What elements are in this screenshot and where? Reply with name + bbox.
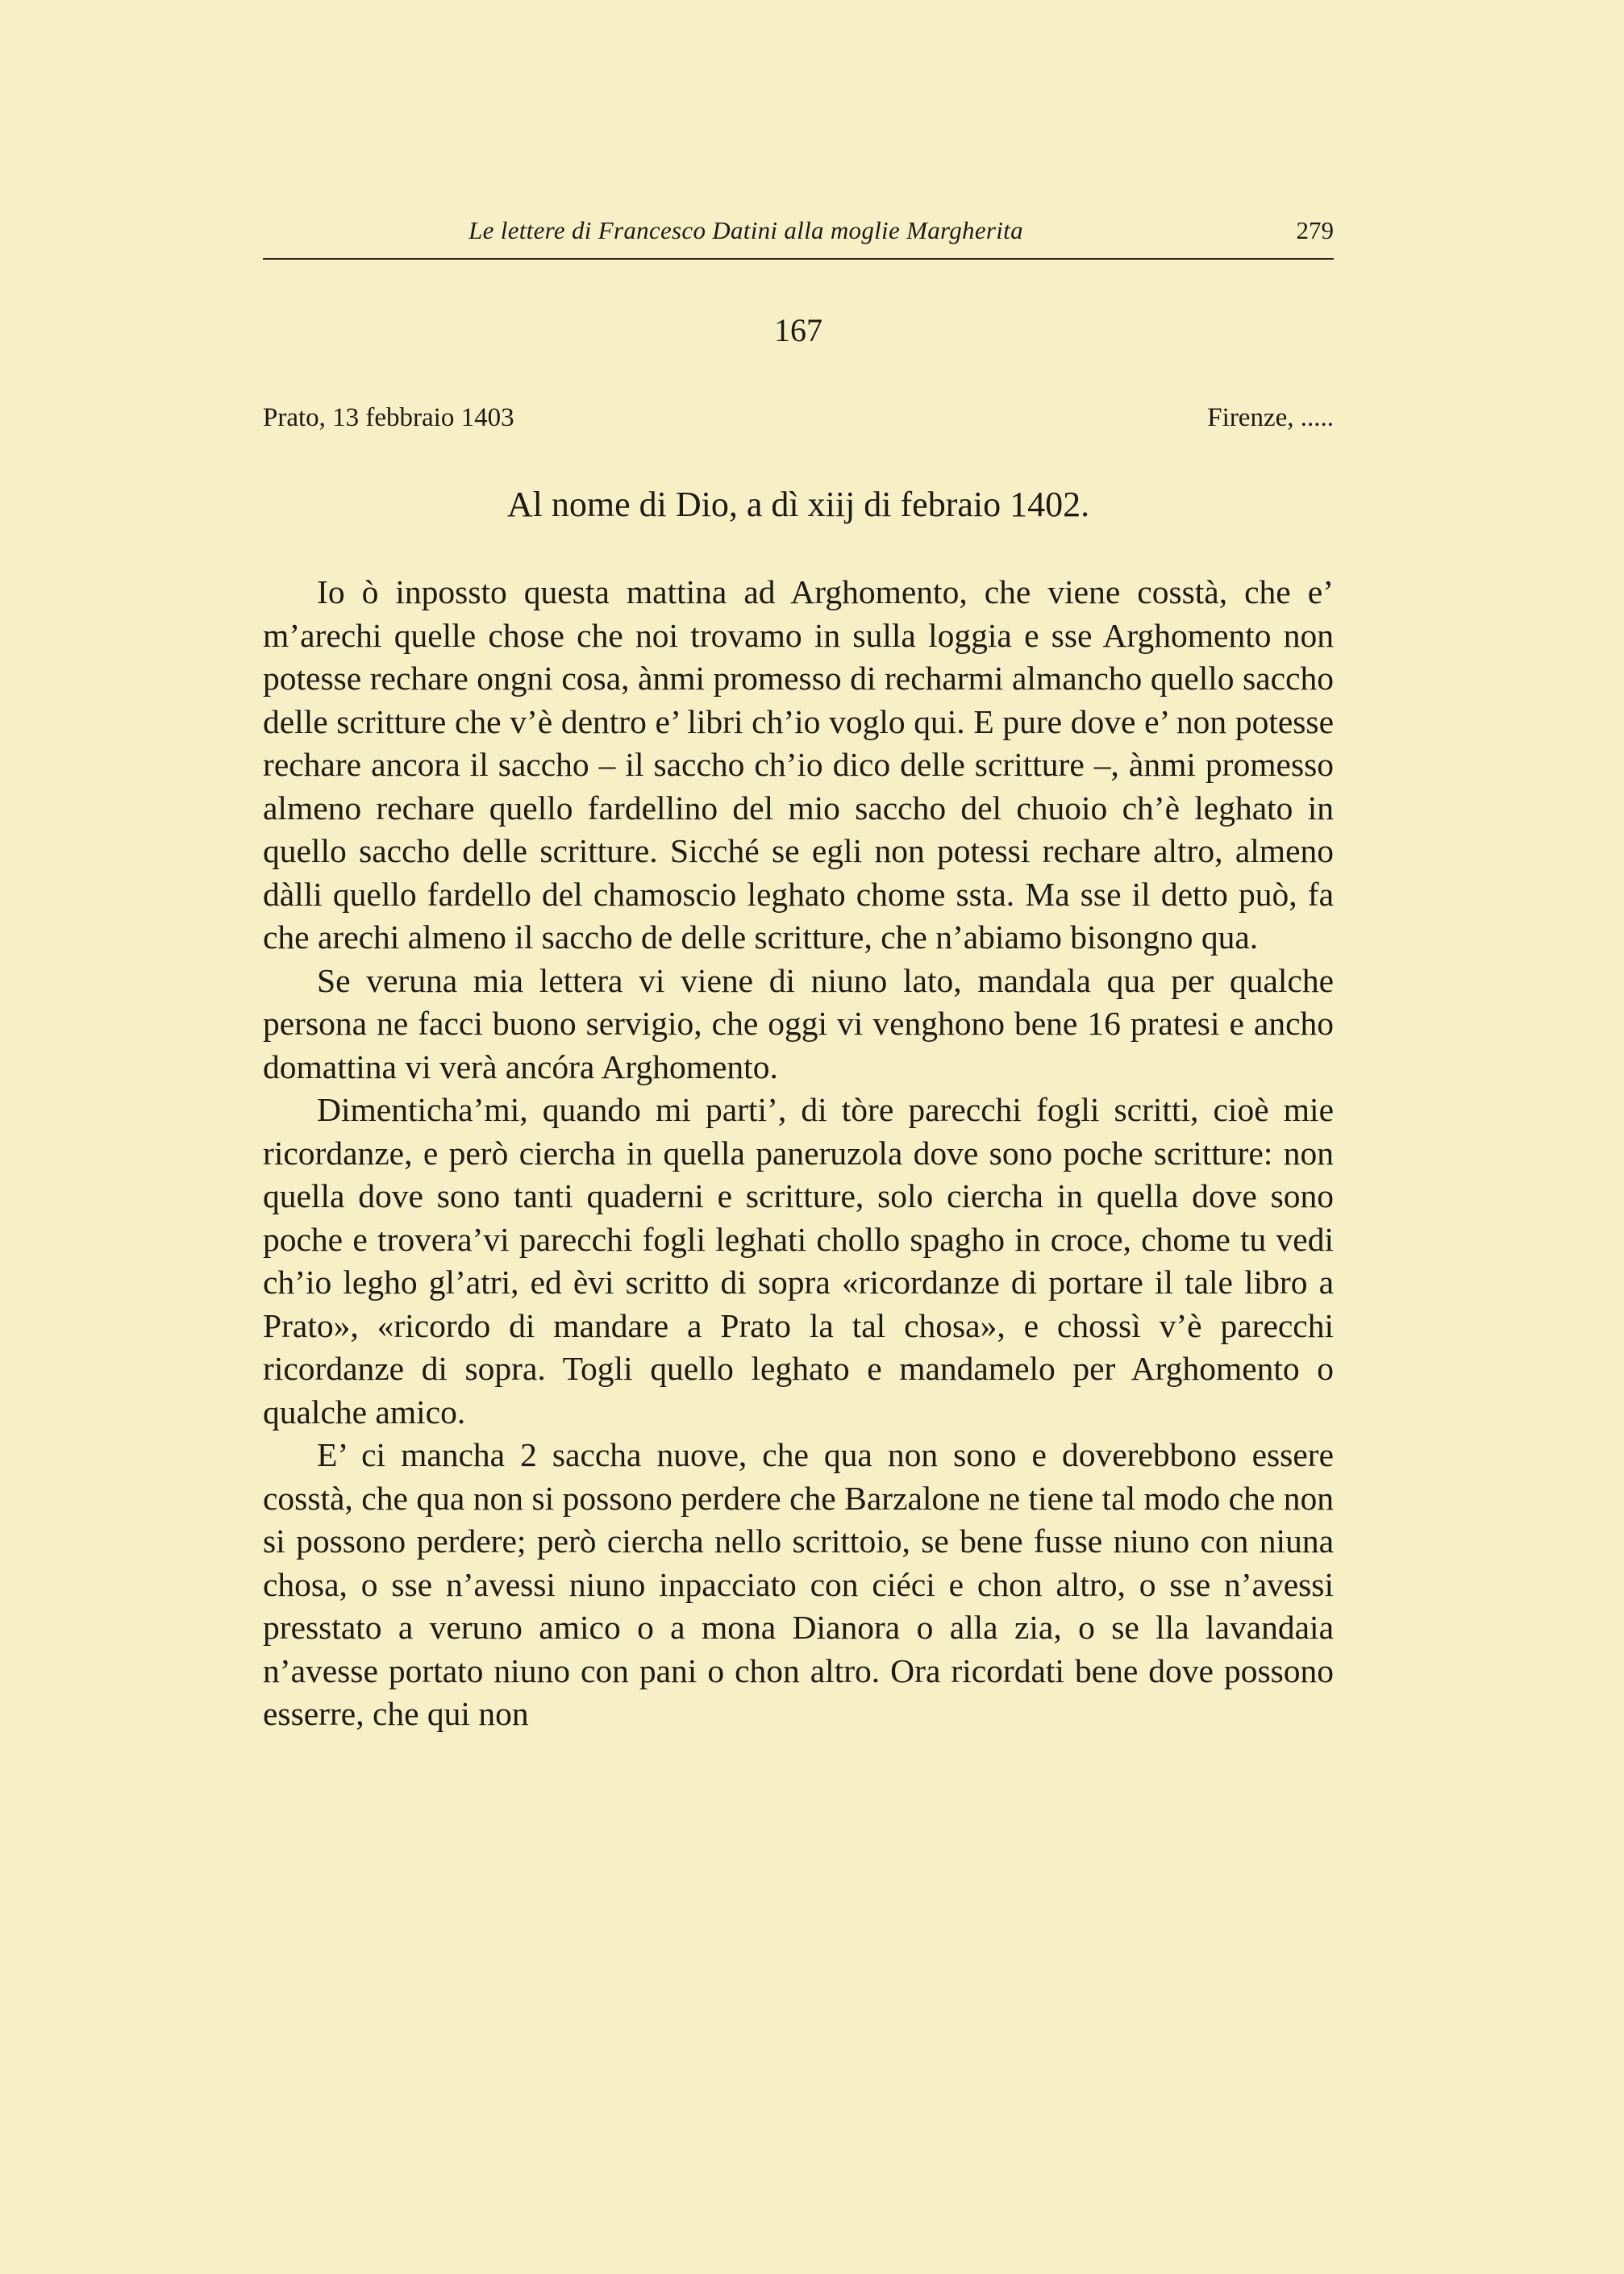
letter-paragraph: E’ ci mancha 2 saccha nuove, che qua non sono e doverebbono essere cosstà, che qua non si possono perdere che Barzalone ne tiene tal modo che non si possono perdere; però ciercha nello scrittoio, se bene fusse niuno con niuna chosa, o sse n’avessi niuno inpacciato con ciéci e chon altro, o sse n’avessi presstato a veruno amico o a mona Dianora o alla zia, o se lla lavandaia n’avesse portato niuno con pani o chon altro. Ora ricordati bene dove possono esserre, che qui non: [263, 1436, 1334, 1732]
letter-place-date: Prato, 13 febbraio 1403: [263, 403, 514, 432]
letter-destination: Firenze, .....: [1207, 403, 1334, 432]
letter-invocation: Al nome di Dio, a dì xiij di febraio 1402.: [506, 485, 1090, 524]
running-header: [263, 213, 1334, 260]
letter-paragraph: Se veruna mia lettera vi viene di niuno lato, mandala qua per qualche persona ne facci buono servigio, che oggi vi venghono bene 16 pratesi e ancho domattina vi verà ancóra Arghomento.: [263, 961, 1334, 1085]
page-number: 279: [1296, 216, 1334, 244]
running-title: Le lettere di Francesco Datini alla moglie Margherita: [468, 216, 1023, 244]
letter-paragraph: Io ò inpossto questa mattina ad Arghomento, che viene cosstà, che e’ m’arechi quelle chose che noi trovamo in sulla loggia e sse Arghomento non potesse rechare ongni cosa, ànmi promesso di recharmi almancho quello saccho delle scritture che v’è dentro e’ libri ch’io voglo qui. E pure dove e’ non potesse rechare ancora il saccho – il saccho ch’io dico delle scritture –, ànmi promesso almeno rechare quello fardellino del mio saccho del chuoio ch’è leghato in quello saccho delle scritture. Sicché se egli non potessi rechare altro, almeno dàlli quello fardello del chamoscio leghato chome ssta. Ma sse il detto può, fa che arechi almeno il saccho de delle scritture, che n’abiamo bisongno qua.: [263, 573, 1334, 956]
letter-paragraph: Dimenticha’mi, quando mi parti’, di tòre parecchi fogli scritti, cioè mie ricordanze, e però ciercha in quella paneruzola dove sono poche scritture: non quella dove sono tanti quaderni e scritture, solo ciercha in quella dove sono poche e trovera’vi parecchi fogli leghati chollo spagho in croce, chome tu vedi ch’io legho gl’atri, ed èvi scritto di sopra «ricordanze di portare il tale libro a Prato», «ricordo di mandare a Prato la tal chosa», e chossì v’è parecchi ricordanze di sopra. Togli quello leghato e mandamelo per Arghomento o qualche amico.: [263, 1091, 1334, 1431]
letter-number: 167: [774, 312, 822, 348]
letter-body: [263, 571, 1334, 1736]
